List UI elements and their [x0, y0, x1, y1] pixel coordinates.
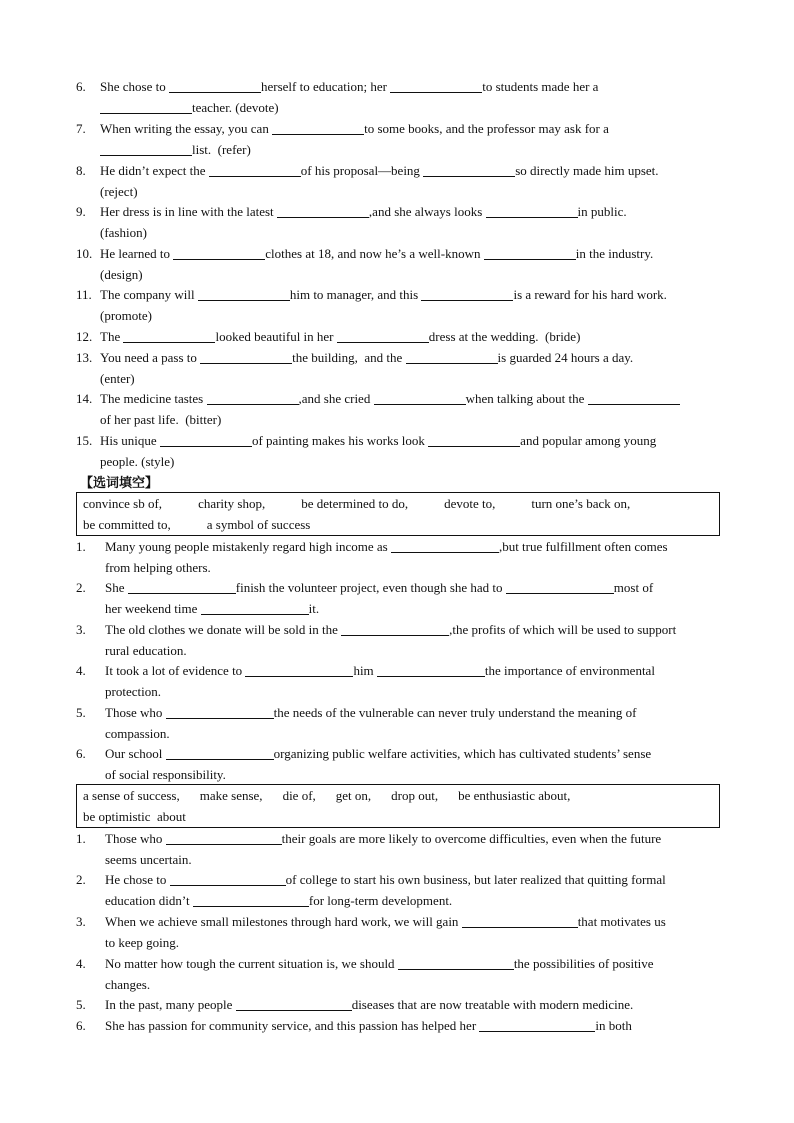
question-text: (reject) [100, 184, 138, 199]
question-line [100, 201, 722, 222]
answer-blank[interactable] [100, 141, 192, 156]
question-line [105, 723, 723, 744]
question-text: is a reward for his hard work. [513, 287, 667, 302]
answer-blank[interactable] [200, 349, 292, 364]
question-line [105, 828, 723, 849]
answer-blank[interactable] [341, 621, 449, 636]
question-text: rural education. [105, 643, 187, 658]
question-line [105, 890, 723, 911]
answer-blank[interactable] [398, 955, 514, 970]
question-text: education didn’t [105, 893, 193, 908]
question-text: people. (style) [100, 454, 175, 469]
question-line [105, 743, 723, 764]
question-text: that motivates us [577, 914, 666, 929]
question-line [100, 139, 722, 160]
answer-blank[interactable] [198, 286, 290, 301]
question-text: The [100, 329, 124, 344]
section-heading: 【选词填空】 [80, 476, 159, 491]
question-text: She [105, 580, 128, 595]
question-text: The company will [100, 287, 198, 302]
question-number: 5. [76, 705, 86, 720]
answer-blank[interactable] [160, 432, 252, 447]
question-text: When writing the essay, you can [100, 121, 273, 136]
question-text: changes. [105, 977, 151, 992]
word-bank-item: charity shop, [198, 496, 266, 511]
question-line [100, 118, 722, 139]
question-text: He learned to [100, 246, 174, 261]
word-bank-item: make sense, [199, 788, 263, 803]
answer-blank[interactable] [193, 892, 309, 907]
question-number: 2. [76, 580, 86, 595]
word-bank-row [83, 514, 713, 535]
question-line [100, 430, 722, 451]
word-bank-row [83, 493, 713, 514]
answer-blank[interactable] [166, 745, 274, 760]
answer-blank[interactable] [486, 203, 578, 218]
answer-blank[interactable] [209, 162, 301, 177]
question-text: You need a pass to [100, 350, 201, 365]
question-text: to some books, and the professor may ask for a [364, 121, 609, 136]
question-number: 14. [76, 391, 93, 406]
question-line [100, 160, 722, 181]
question-line [100, 76, 722, 97]
question-text: from helping others. [105, 560, 211, 575]
question-number: 2. [76, 872, 86, 887]
question-text: She has passion for community service, and this passion has helped her [105, 1018, 480, 1033]
question-line [100, 305, 722, 326]
word-bank-item: be optimistic about [83, 809, 186, 824]
answer-blank[interactable] [272, 120, 364, 135]
question-line [100, 347, 722, 368]
question-text: herself to education; her [260, 79, 391, 94]
question-number: 4. [76, 663, 86, 678]
word-bank-row [83, 806, 713, 827]
question-text: It took a lot of evidence to [105, 663, 246, 678]
question-text: list. (refer) [192, 142, 251, 157]
question-text: compassion. [105, 726, 170, 741]
answer-blank[interactable] [236, 996, 352, 1011]
answer-blank[interactable] [377, 662, 485, 677]
question-number: 6. [76, 1018, 86, 1033]
question-number: 5. [76, 997, 86, 1012]
question-text: so directly made him upset. [515, 163, 659, 178]
answer-blank[interactable] [207, 390, 299, 405]
question-line [105, 557, 723, 578]
question-text: diseases that are now treatable with modern medicine. [351, 997, 634, 1012]
question-number: 1. [76, 539, 86, 554]
question-line [100, 222, 722, 243]
question-text: (design) [100, 267, 143, 282]
question-line [105, 640, 723, 661]
answer-blank[interactable] [170, 871, 286, 886]
question-line [105, 1015, 723, 1036]
question-line [100, 451, 722, 472]
answer-blank[interactable] [479, 1017, 595, 1032]
question-line [105, 660, 723, 681]
question-line [100, 409, 722, 430]
question-text: (enter) [100, 371, 135, 386]
question-text: of painting makes his works look [251, 433, 429, 448]
word-bank-item: a sense of success, [83, 788, 180, 803]
question-number: 3. [76, 914, 86, 929]
question-number: 13. [76, 350, 93, 365]
question-text: it. [308, 601, 320, 616]
answer-blank[interactable] [123, 328, 215, 343]
question-text: dress at the wedding. (bride) [428, 329, 581, 344]
question-text: ,and she cried [298, 391, 374, 406]
answer-blank[interactable] [390, 78, 482, 93]
answer-blank[interactable] [173, 245, 265, 260]
question-text: in public. [577, 204, 627, 219]
question-text: clothes at 18, and now he’s a well-known [265, 246, 484, 261]
question-text: the importance of environmental [484, 663, 655, 678]
question-line [105, 932, 723, 953]
question-line [105, 869, 723, 890]
question-text: Many young people mistakenly regard high income as [105, 539, 391, 554]
question-text: When we achieve small milestones through hard work, we will gain [105, 914, 462, 929]
question-line [105, 994, 723, 1015]
question-text: He chose to [105, 872, 170, 887]
answer-blank[interactable] [428, 432, 520, 447]
question-number: 11. [76, 287, 92, 302]
question-number: 9. [76, 204, 86, 219]
question-text: looked beautiful in her [215, 329, 337, 344]
question-line [100, 284, 722, 305]
question-text: finish the volunteer project, even though she had to [235, 580, 506, 595]
question-text: in both [595, 1018, 632, 1033]
question-line [105, 764, 723, 785]
question-number: 8. [76, 163, 86, 178]
answer-blank[interactable] [588, 390, 680, 405]
question-text: and popular among young [520, 433, 657, 448]
question-text: the possibilities of positive [513, 956, 654, 971]
question-text: to students made her a [482, 79, 599, 94]
answer-blank[interactable] [374, 390, 466, 405]
question-text: of her past life. (bitter) [100, 412, 222, 427]
answer-blank[interactable] [462, 913, 578, 928]
question-text: She chose to [100, 79, 169, 94]
question-number: 7. [76, 121, 86, 136]
question-text: Those who [105, 705, 166, 720]
answer-blank[interactable] [506, 579, 614, 594]
question-text: of social responsibility. [105, 767, 226, 782]
word-bank-item: get on, [335, 788, 372, 803]
question-line [100, 264, 722, 285]
word-bank-box-2 [76, 784, 720, 828]
question-line [105, 598, 723, 619]
question-text: most of [613, 580, 654, 595]
question-number: 4. [76, 956, 86, 971]
answer-blank[interactable] [245, 662, 353, 677]
question-text: for long-term development. [308, 893, 453, 908]
question-text: organizing public welfare activities, which has cultivated students’ sense [273, 746, 652, 761]
answer-blank[interactable] [128, 579, 236, 594]
question-text: His unique [100, 433, 160, 448]
question-text: the building, and the [292, 350, 406, 365]
answer-blank[interactable] [406, 349, 498, 364]
word-bank-item: be determined to do, [301, 496, 409, 511]
question-text: In the past, many people [105, 997, 236, 1012]
word-bank-item: be enthusiastic about, [458, 788, 571, 803]
question-text: Those who [105, 831, 166, 846]
question-number: 10. [76, 246, 93, 261]
question-text: (promote) [100, 308, 152, 323]
answer-blank[interactable] [423, 162, 515, 177]
question-number: 6. [76, 79, 86, 94]
question-line [105, 619, 723, 640]
answer-blank[interactable] [337, 328, 429, 343]
answer-blank[interactable] [169, 78, 261, 93]
question-text: Our school [105, 746, 166, 761]
question-text: He didn’t expect the [100, 163, 209, 178]
question-text: the needs of the vulnerable can never truly understand the meaning of [273, 705, 637, 720]
question-text: him [353, 663, 377, 678]
word-bank-item: be committed to, [83, 517, 171, 532]
question-line [105, 681, 723, 702]
word-bank-item: devote to, [444, 496, 496, 511]
question-number: 1. [76, 831, 86, 846]
question-number: 12. [76, 329, 93, 344]
question-text: of college to start his own business, but later realized that quitting formal [285, 872, 666, 887]
question-text: seems uncertain. [105, 852, 192, 867]
question-line [100, 388, 722, 409]
question-text: ,but true fulfillment often comes [498, 539, 668, 554]
question-line [105, 849, 723, 870]
question-text: protection. [105, 684, 161, 699]
word-bank-item: turn one’s back on, [531, 496, 631, 511]
question-text: is guarded 24 hours a day. [497, 350, 634, 365]
answer-blank[interactable] [201, 600, 309, 615]
question-line [100, 97, 722, 118]
word-bank-item: drop out, [391, 788, 439, 803]
answer-blank[interactable] [166, 704, 274, 719]
answer-blank[interactable] [391, 538, 499, 553]
question-line [100, 243, 722, 264]
question-text: Her dress is in line with the latest [100, 204, 277, 219]
question-text: to keep going. [105, 935, 180, 950]
question-text: her weekend time [105, 601, 201, 616]
question-text: No matter how tough the current situation is, we should [105, 956, 398, 971]
question-line [105, 536, 723, 557]
question-line [100, 181, 722, 202]
question-line [100, 368, 722, 389]
question-text: him to manager, and this [289, 287, 422, 302]
question-line [105, 953, 723, 974]
question-line [105, 911, 723, 932]
word-bank-row [83, 785, 713, 806]
answer-blank[interactable] [166, 830, 282, 845]
question-line [105, 702, 723, 723]
question-text: when talking about the [465, 391, 588, 406]
question-line [100, 326, 722, 347]
word-bank-item: convince sb of, [83, 496, 163, 511]
question-text: The medicine tastes [100, 391, 207, 406]
question-text: in the industry. [575, 246, 654, 261]
question-text: ,the profits of which will be used to support [449, 622, 677, 637]
word-bank-item: a symbol of success [206, 517, 311, 532]
question-number: 15. [76, 433, 93, 448]
word-bank-box-1 [76, 492, 720, 536]
question-text: The old clothes we donate will be sold in the [105, 622, 342, 637]
question-text: ,and she always looks [368, 204, 486, 219]
question-text: of his proposal—being [300, 163, 424, 178]
question-line [105, 577, 723, 598]
answer-blank[interactable] [484, 245, 576, 260]
answer-blank[interactable] [277, 203, 369, 218]
question-text: their goals are more likely to overcome difficulties, even when the future [281, 831, 662, 846]
question-line [105, 974, 723, 995]
answer-blank[interactable] [421, 286, 513, 301]
question-text: (fashion) [100, 225, 147, 240]
question-number: 3. [76, 622, 86, 637]
answer-blank[interactable] [100, 99, 192, 114]
question-text: teacher. (devote) [192, 100, 279, 115]
word-bank-item: die of, [282, 788, 316, 803]
question-number: 6. [76, 746, 86, 761]
